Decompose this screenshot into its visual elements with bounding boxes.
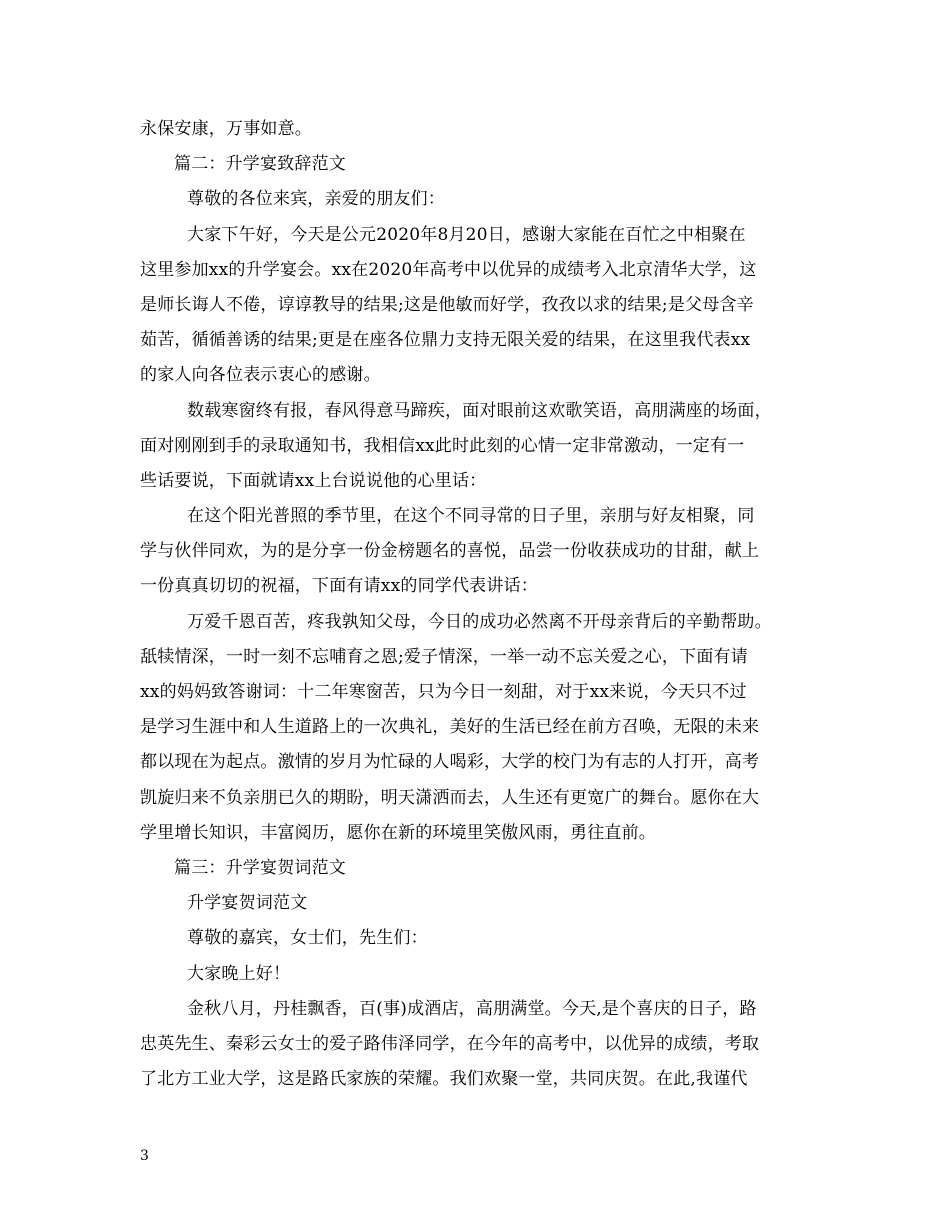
text-line: 永保安康，万事如意。 (140, 119, 312, 139)
document-body (140, 112, 820, 1097)
text-line: 一份真真切切的祝福，下面有请xx的同学代表讲话： (140, 576, 538, 597)
text-line: 都以现在为起点。激情的岁月为忙碌的人喝彩，大学的校门为有志的人打开，高考 (140, 752, 760, 773)
text-line: 篇二：升学宴致辞范文 (174, 154, 346, 175)
text-line: 是师长诲人不倦，谆谆教导的结果;这是他敏而好学，孜孜以求的结果;是父母含辛 (140, 294, 754, 315)
text-line: 篇三：升学宴贺词范文 (174, 857, 346, 878)
text-line: 舐犊情深，一时一刻不忘哺育之恩;爱子情深，一举一动不忘关爱之心，下面有请 (140, 646, 748, 667)
text-line: 是学习生涯中和人生道路上的一次典礼，美好的生活已经在前方召唤，无限的未来 (140, 717, 760, 738)
text-line: 的家人向各位表示衷心的感谢。 (140, 365, 381, 386)
text-line: 在这个阳光普照的季节里，在这个不同寻常的日子里，亲朋与好友相聚，同 (187, 506, 755, 527)
page-number: 3 (140, 1148, 149, 1164)
text-line: 些话要说，下面就请xx上台说说他的心里话： (140, 470, 487, 491)
text-line: 茹苦，循循善诱的结果;更是在座各位鼎力支持无限关爱的结果，在这里我代表xx (140, 330, 751, 351)
text-line: 面对刚刚到手的录取通知书，我相信xx此时此刻的心情一定非常激动，一定有一 (140, 435, 745, 456)
text-line: 尊敬的嘉宾，女士们，先生们： (187, 928, 428, 949)
text-line: 金秋八月，丹桂飘香，百(事)成酒店，高朋满堂。今天,是个喜庆的日子，路 (187, 998, 757, 1019)
text-line: 学与伙伴同欢，为的是分享一份金榜题名的喜悦，品尝一份收获成功的甘甜，献上 (140, 541, 760, 562)
text-line: 了北方工业大学，这是路氏家族的荣耀。我们欢聚一堂，共同庆贺。在此,我谨代 (140, 1069, 748, 1090)
text-line: 大家晚上好！ (187, 963, 291, 984)
text-line: 大家下午好，今天是公元2020年8月20日，感谢大家能在百忙之中相聚在 (187, 224, 746, 245)
text-line: 凯旋归来不负亲朋已久的期盼，明天潇洒而去，人生还有更宽广的舞台。愿你在大 (140, 787, 760, 808)
text-line: 尊敬的各位来宾，亲爱的朋友们： (187, 189, 445, 210)
text-line: 这里参加xx的升学宴会。xx在2020年高考中以优异的成绩考入北京清华大学，这 (140, 259, 757, 280)
text-line: 数载寒窗终有报，春风得意马蹄疾，面对眼前这欢歌笑语，高朋满座的场面， (187, 400, 772, 421)
text-line: 万爱千恩百苦，疼我孰知父母，今日的成功必然离不开母亲背后的辛勤帮助。 (187, 611, 772, 632)
text-line: 升学宴贺词范文 (187, 893, 308, 914)
text-line: 忠英先生、秦彩云女士的爱子路伟泽同学，在今年的高考中，以优异的成绩，考取 (140, 1033, 760, 1054)
text-line: xx的妈妈致答谢词：十二年寒窗苦，只为今日一刻甜，对于xx来说，今天只不过 (140, 682, 747, 702)
text-line: 学里增长知识，丰富阅历，愿你在新的环境里笑傲风雨，勇往直前。 (140, 822, 656, 843)
